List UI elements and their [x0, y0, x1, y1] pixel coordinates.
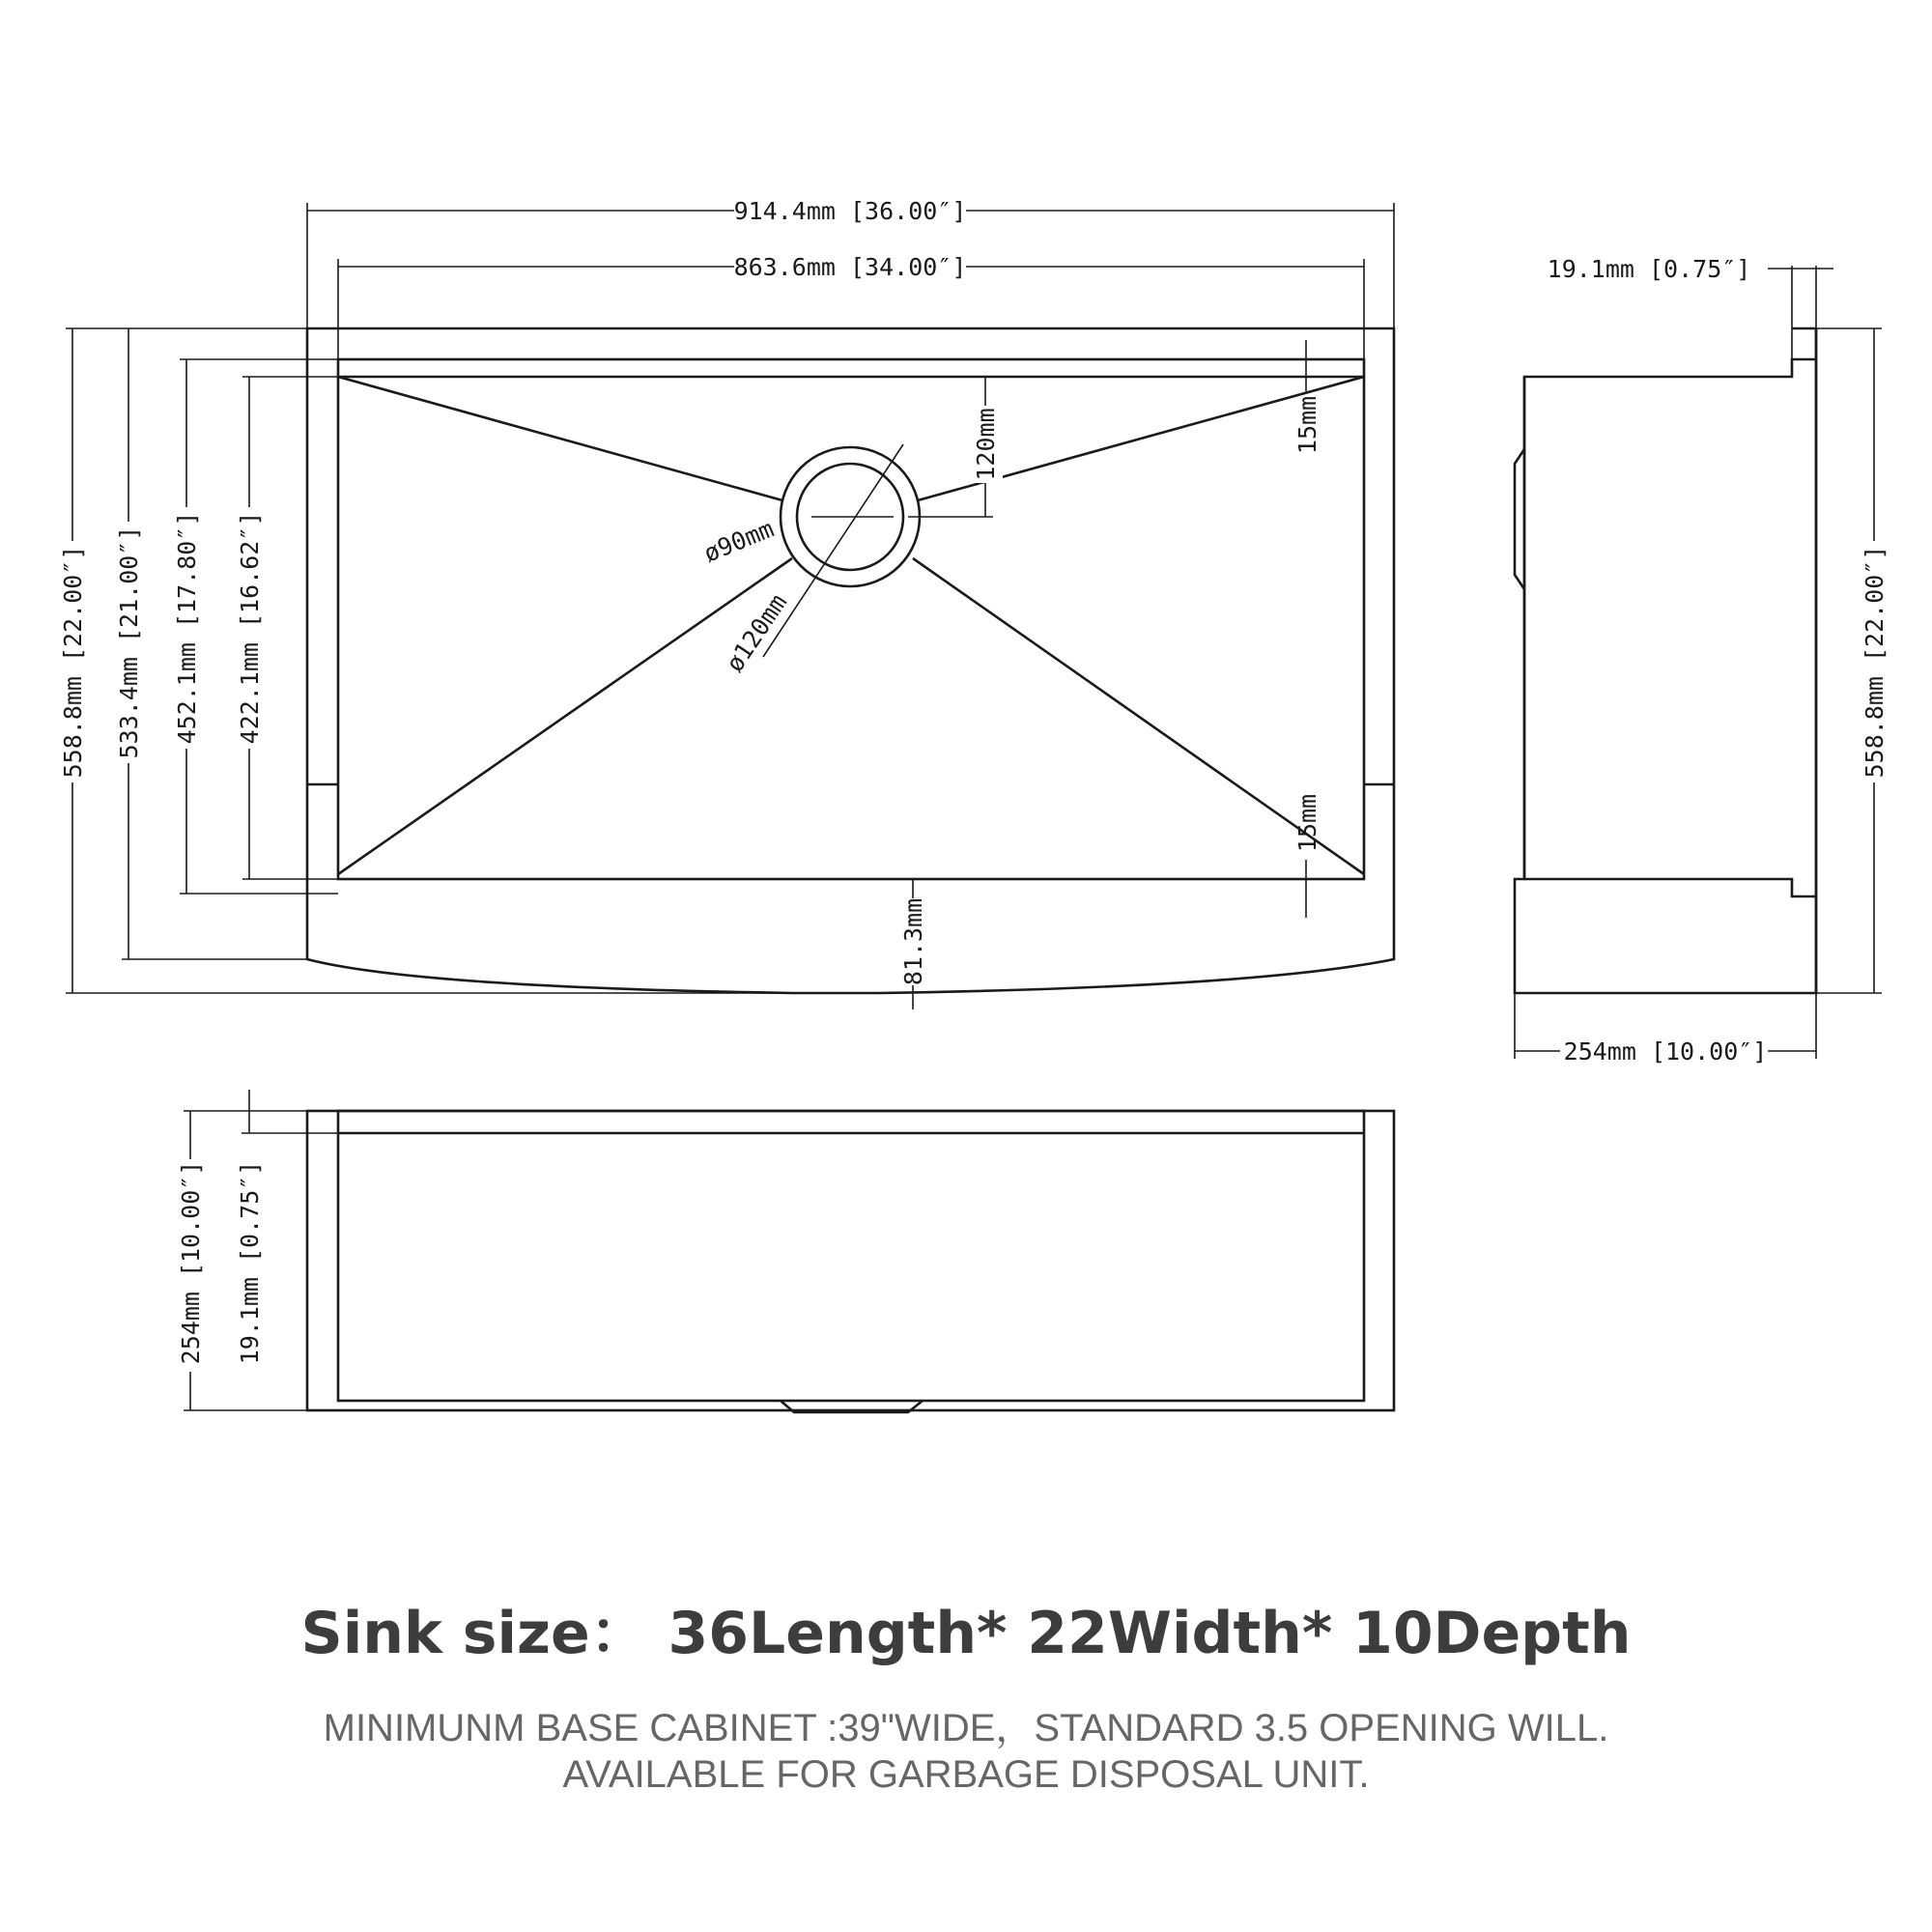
- dim-bowl-length: 863.6mm [34.00″]: [733, 253, 967, 281]
- slope-line-bottom-left: [338, 558, 792, 874]
- sink-outer-outline: [307, 328, 1394, 993]
- bowl-outline: [338, 359, 1364, 879]
- dim-front-depth: 254mm [10.00″]: [177, 1160, 205, 1365]
- side-view-lip: [1515, 449, 1524, 589]
- dim-bowl-width: 452.1mm [17.80″]: [173, 511, 201, 745]
- slope-line-top-left: [338, 377, 782, 500]
- dim-drain-offset: 120mm: [972, 408, 1000, 481]
- dim-side-depth: 254mm [10.00″]: [1563, 1037, 1768, 1065]
- cabinet-note-line-2: AVAILABLE FOR GARBAGE DISPOSAL UNIT.: [562, 1753, 1370, 1796]
- drain-diameter-leader: [763, 444, 903, 657]
- side-view: [1515, 255, 1891, 1068]
- dim-apron-depth: 81.3mm: [899, 897, 927, 986]
- top-view: [55, 193, 1394, 1009]
- front-view: [173, 1090, 1394, 1412]
- side-view-outline: [1515, 328, 1816, 993]
- dim-drain-outer-dia: ø120mm: [720, 588, 793, 677]
- cabinet-note-line-1: MINIMUNM BASE CABINET :39"WIDE，STANDARD 3.5 OPENING WILL.: [323, 1707, 1609, 1749]
- dim-width-to-apron: 533.4mm [21.00″]: [115, 526, 143, 759]
- front-view-outline: [307, 1111, 1394, 1410]
- dim-bowl-floor-width: 422.1mm [16.62″]: [236, 511, 264, 745]
- dim-side-width: 558.8mm [22.00″]: [1861, 545, 1889, 779]
- dim-overall-width: 558.8mm [22.00″]: [59, 545, 87, 779]
- dim-overall-length: 914.4mm [36.00″]: [733, 197, 967, 225]
- dim-ledge-back: 15mm: [1293, 395, 1321, 455]
- dim-side-flange: 19.1mm [0.75″]: [1547, 255, 1751, 283]
- dim-ledge-front: 15mm: [1293, 793, 1321, 853]
- front-view-bowl: [338, 1111, 1364, 1401]
- dim-drain-inner-dia: ø90mm: [699, 514, 779, 568]
- sink-size-headline: Sink size： 36Length* 22Width* 10Depth: [300, 1600, 1632, 1667]
- dim-front-flange: 19.1mm [0.75″]: [236, 1160, 264, 1365]
- side-view-bottom-step: [1524, 879, 1816, 896]
